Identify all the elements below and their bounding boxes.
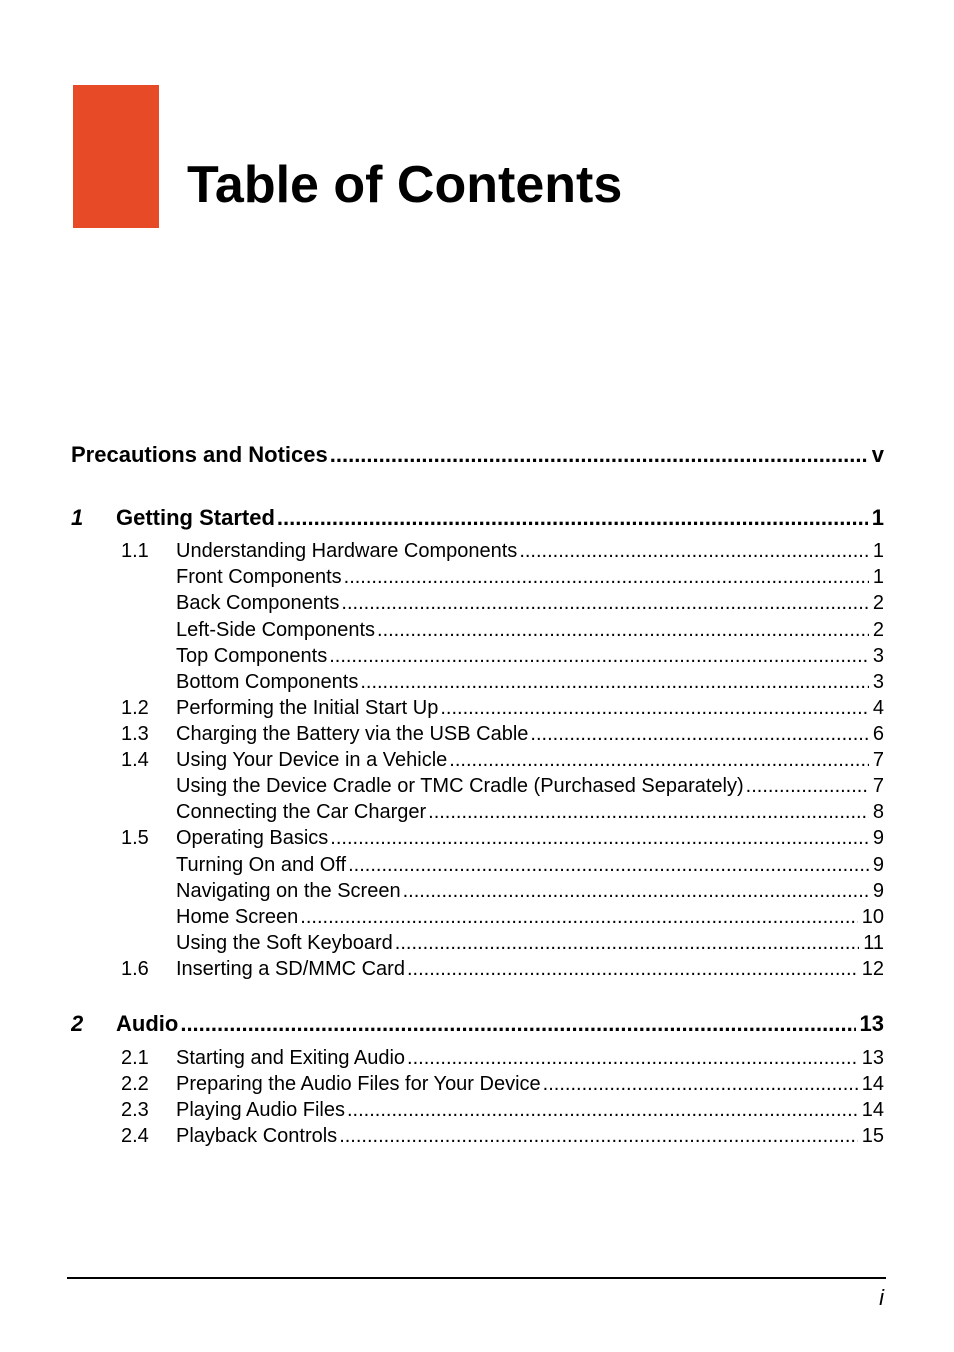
dot-leader [180, 1009, 855, 1039]
toc-chapter-1[interactable] [71, 503, 884, 533]
chapter-title: Audio [116, 1011, 179, 1036]
toc-entry-page: 14 [861, 1073, 884, 1095]
toc-entry[interactable] [176, 643, 884, 669]
toc-entry[interactable] [176, 773, 884, 799]
toc-entry-title: Operating Basics [176, 827, 329, 849]
toc-entry-page: 4 [872, 697, 884, 719]
chapter-accent-block [73, 85, 159, 228]
dot-leader [347, 1097, 858, 1123]
toc-entry-title: Precautions and Notices [71, 442, 328, 467]
toc-entry-page: 2 [872, 619, 884, 641]
dot-leader [330, 440, 868, 470]
toc-entry-title: Performing the Initial Start Up [176, 697, 439, 719]
toc-entry-page: 2 [872, 592, 884, 614]
toc-entry-number: 2.3 [121, 1099, 149, 1121]
dot-leader [329, 643, 869, 669]
toc-entry-title: Using the Soft Keyboard [176, 932, 393, 954]
dot-leader [339, 1123, 858, 1149]
toc-entry-page: 12 [861, 958, 884, 980]
toc-entry[interactable] [176, 617, 884, 643]
toc-entry-page: 1 [872, 566, 884, 588]
toc-entry-title: Connecting the Car Charger [176, 801, 427, 823]
toc-entry-precautions[interactable] [71, 440, 884, 470]
toc-entry[interactable] [121, 1045, 884, 1071]
toc-entry[interactable] [121, 1097, 884, 1123]
dot-leader [428, 799, 869, 825]
toc-entry-page: 1 [872, 540, 884, 562]
toc-entry-title: Preparing the Audio Files for Your Device [176, 1073, 541, 1095]
toc-entry[interactable] [121, 538, 884, 564]
toc-entry-title: Using the Device Cradle or TMC Cradle (Purchased Separately) [176, 775, 744, 797]
toc-entry[interactable] [121, 721, 884, 747]
toc-entry-page: 9 [872, 854, 884, 876]
dot-leader [277, 503, 868, 533]
dot-leader [300, 904, 857, 930]
dot-leader [341, 590, 868, 616]
dot-leader [403, 878, 869, 904]
toc-entry-title: Playing Audio Files [176, 1099, 345, 1121]
toc-entry-number: 1.4 [121, 749, 149, 771]
toc-entry-page: 14 [861, 1099, 884, 1121]
toc-entry-number: 1.6 [121, 958, 149, 980]
toc-entry-title: Turning On and Off [176, 854, 347, 876]
dot-leader [330, 825, 869, 851]
toc-entry-title: Using Your Device in a Vehicle [176, 749, 448, 771]
toc-entry-page: 7 [872, 775, 884, 797]
toc-chapter-2[interactable] [71, 1009, 884, 1039]
toc-entry-page: 8 [872, 801, 884, 823]
toc-entry-page: 15 [861, 1125, 884, 1147]
toc-entry-number: 1.2 [121, 697, 149, 719]
toc-entry-page: 10 [861, 906, 884, 928]
chapter-page: 1 [871, 505, 884, 530]
toc-entry-title: Starting and Exiting Audio [176, 1047, 406, 1069]
dot-leader [440, 695, 869, 721]
chapter-page: 13 [859, 1011, 884, 1036]
toc-entry-page: 9 [872, 880, 884, 902]
toc-entry-number: 1.5 [121, 827, 149, 849]
toc-entry[interactable] [176, 799, 884, 825]
toc-entry-page: 3 [872, 671, 884, 693]
dot-leader [543, 1071, 858, 1097]
toc-entry-number: 2.1 [121, 1047, 149, 1069]
chapter-number: 2 [71, 1011, 84, 1036]
dot-leader [407, 956, 858, 982]
dot-leader [449, 747, 869, 773]
toc-entry[interactable] [176, 669, 884, 695]
page-title: Table of Contents [187, 156, 623, 214]
toc-entry-page: 6 [872, 723, 884, 745]
toc-entry[interactable] [176, 904, 884, 930]
toc-entry-title: Bottom Components [176, 671, 359, 693]
dot-leader [348, 852, 869, 878]
toc-entry-title: Front Components [176, 566, 342, 588]
toc-entry[interactable] [121, 1071, 884, 1097]
toc-entry-title: Playback Controls [176, 1125, 338, 1147]
toc-entry-title: Left-Side Components [176, 619, 376, 641]
toc-entry-page: 13 [861, 1047, 884, 1069]
toc-entry-page: 3 [872, 645, 884, 667]
toc-entry[interactable] [121, 1123, 884, 1149]
chapter-number: 1 [71, 505, 84, 530]
toc-entry[interactable] [176, 564, 884, 590]
dot-leader [360, 669, 869, 695]
toc-entry-number: 1.1 [121, 540, 149, 562]
toc-entry-page: 11 [863, 932, 884, 954]
toc-entry[interactable] [176, 878, 884, 904]
toc-entry[interactable] [176, 590, 884, 616]
footer-rule [67, 1277, 886, 1279]
toc-entry-number: 2.4 [121, 1125, 149, 1147]
toc-entry-number: 2.2 [121, 1073, 149, 1095]
dot-leader [344, 564, 869, 590]
dot-leader [530, 721, 868, 747]
toc-entry-number: 1.3 [121, 723, 149, 745]
toc-entry[interactable] [176, 930, 884, 956]
toc-entry[interactable] [121, 695, 884, 721]
toc-entry-page: 7 [872, 749, 884, 771]
toc-entry-title: Inserting a SD/MMC Card [176, 958, 405, 980]
page-number: i [879, 1285, 884, 1310]
dot-leader [377, 617, 869, 643]
dot-leader [407, 1045, 858, 1071]
dot-leader [519, 538, 869, 564]
chapter-title: Getting Started [116, 505, 275, 530]
toc-entry-page: v [871, 442, 884, 467]
toc-entry-title: Back Components [176, 592, 340, 614]
toc-entry[interactable] [121, 956, 884, 982]
toc-entry-title: Top Components [176, 645, 328, 667]
toc-entry[interactable] [176, 852, 884, 878]
dot-leader [395, 930, 859, 956]
toc-entry[interactable] [121, 825, 884, 851]
toc-entry[interactable] [121, 747, 884, 773]
toc-entry-page: 9 [872, 827, 884, 849]
toc-entry-title: Charging the Battery via the USB Cable [176, 723, 529, 745]
dot-leader [746, 773, 869, 799]
toc-entry-title: Home Screen [176, 906, 299, 928]
toc-entry-title: Navigating on the Screen [176, 880, 401, 902]
toc-entry-title: Understanding Hardware Components [176, 540, 518, 562]
